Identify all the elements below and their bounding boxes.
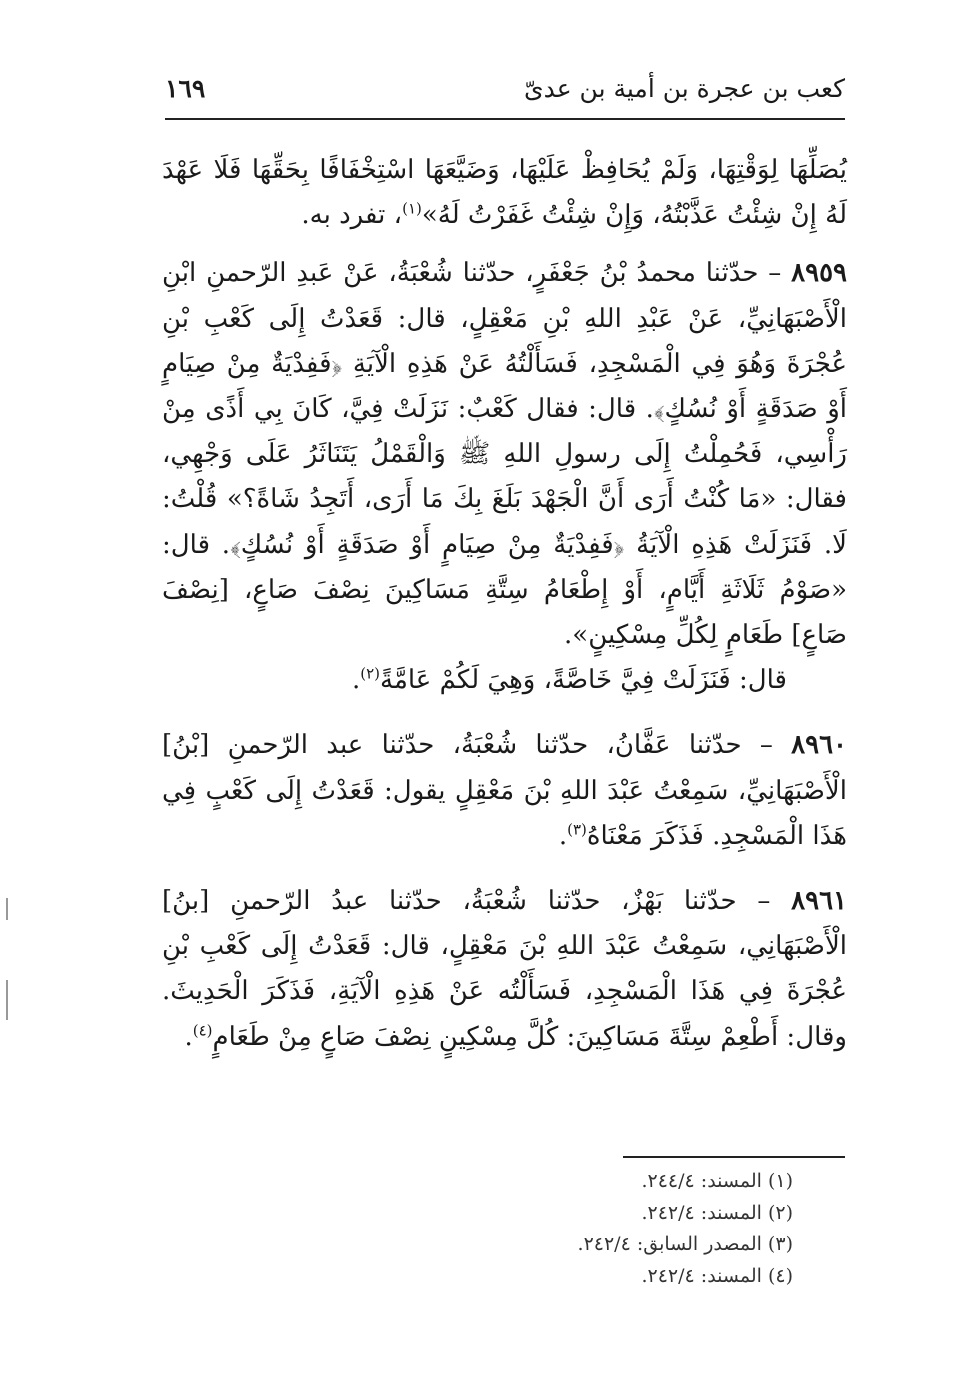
scan-mark [6,898,8,920]
full-stop: . [184,1021,193,1052]
running-head [165,74,845,114]
footnote: (١) المسند: ٢٤٤/٤. [641,1170,793,1192]
hadith-8959-tail [162,658,847,703]
footnote-rule [623,1156,845,1158]
hadith-text: – حدّثنا محمدُ بْنُ جَعْفَرٍ، حدّثنا شُعْبَةُ، عَنْ عَبدِ الرّحمنِ ابْنِ الْأَصْبَهَانِيِّ، عَنْ عَبْدِ اللهِ بْنِ مَعْقِلٍ، قال: قَعَدْتُ إِلَى كَعْبِ بْنِ عُجْرَةَ وَهُوَ فِي الْمَسْجِدِ، فَسَأَلْتُهُ عَنْ هَذِهِ الْآيَةِ ﴿فَفِدْيَةٌ مِنْ صِيَامٍ أَوْ صَدَقَةٍ أَوْ نُسُكٍ﴾. قال: فقال كَعْبٌ: نَزَلَتْ فِيَّ، كَانَ بِي أَذًى مِنْ رَأْسِي، فَحُمِلْتُ إِلَى رسولِ اللهِ ﷺ وَالْقَمْلُ يَتَنَاثَرُ عَلَى وَجْهِي، فقال: «مَا كُنْتُ أَرَى أَنَّ الْجَهْدَ بَلَغَ بِكَ مَا أَرَى، أَتَجِدُ شَاةً؟» قُلْتُ: لَا. فَنَزَلَتْ هَذِهِ الْآيَةُ ﴿فَفِدْيَةٌ مِنْ صِيَامٍ أَوْ صَدَقَةٍ أَوْ نُسُكٍ﴾. قال: «صَوْمُ ثَلَاثَةِ أَيَّامٍ، أَوْ إِطْعَامُ سِتَّةِ مَسَاكِينَ نِصْفَ صَاعٍ، [نِصْفَ صَاعٍ] طَعَامٍ لِكُلِّ مِسْكِينٍ». [162,258,847,651]
page-number: ١٦٩ [165,74,206,103]
full-stop: . [351,665,361,696]
paragraph-text: يُصَلِّهَا لِوَقْتِهَا، وَلَمْ يُحَافِظْ عَلَيْهَا، وَضَيَّعَهَا اسْتِخْفَافًا بِحَقِّهَا فَلَا عَهْدَ لَهُ إِنْ شِئْتُ عَذَّبْتُهُ، وَإِنْ شِئْتُ غَفَرْتُ لَهُ» [162,155,847,231]
hadith-text: – حدّثنا عَفَّانُ، حدّثنا شُعْبَةُ، حدّثنا عبد الرّحمنِ [بْنُ] الْأَصْبَهَانِيِّ، سَمِعْتُ عَبْدَ اللهِ بْنَ مَعْقِلٍ يقول: قَعَدْتُ إِلَى كَعْبٍ فِي هَذَا الْمَسْجِدِ. فَذَكَرَ مَعْنَاهُ [162,730,847,851]
hadith-8959 [162,251,847,658]
scan-edge-marks [6,890,9,1030]
hadith-number: ٨٩٦٠ [791,730,848,761]
full-stop: . [558,820,568,851]
footnote-ref: (٢) [360,664,380,683]
footnote-ref: (٤) [192,1021,213,1039]
footnote-ref: (٣) [567,820,587,839]
hadith-number: ٨٩٥٩ [791,258,848,289]
scan-mark [6,980,8,1020]
footnote: (٢) المسند: ٢٤٢/٤. [641,1201,793,1224]
footnotes [400,1166,793,1292]
hadith-number: ٨٩٦١ [791,886,848,917]
paragraph-continued [162,148,847,238]
hadith-8961 [162,879,847,1060]
footnote: (٣) المصدر السابق: ٢٤٢/٤. [577,1233,793,1255]
hadith-text: – حدّثنا بَهْزٌ، حدّثنا شُعْبَةُ، حدّثنا عبدُ الرّحمنِ [بنُ] الْأَصْبَهَانِي، سَمِعْتُ عَبْدَ اللهِ بْنَ مَعْقِلٍ، قال: قَعَدْتُ إِلَى كَعْبِ بْنِ عُجْرَةَ فِي هَذَا الْمَسْجِدِ، فَسَأَلْتُه عَنْ هَذِهِ الْآيَةِ، فَذَكَرَ الْحَدِيثَ. وقال: أَطْعِمْ سِتَّةَ مَسَاكِينَ: كُلَّ مِسْكِينٍ نِصْفَ صَاعٍ مِنْ طَعَامٍ [162,886,847,1052]
footnote-ref: (١) [402,199,422,218]
body-text [162,148,847,1060]
footnote: (٤) المسند: ٢٤٢/٤. [641,1264,793,1287]
header-rule [165,118,845,120]
paragraph-text-end: ، تفرد به. [301,200,403,231]
running-title: كعب بن عجرة بن أمية بن عدىّ [524,74,845,103]
hadith-8960 [162,723,847,859]
hadith-tail-text: قال: فَنَزَلَتْ فِيَّ خَاصَّةً، وَهِيَ لَكُمْ عَامَّةً [380,665,787,696]
